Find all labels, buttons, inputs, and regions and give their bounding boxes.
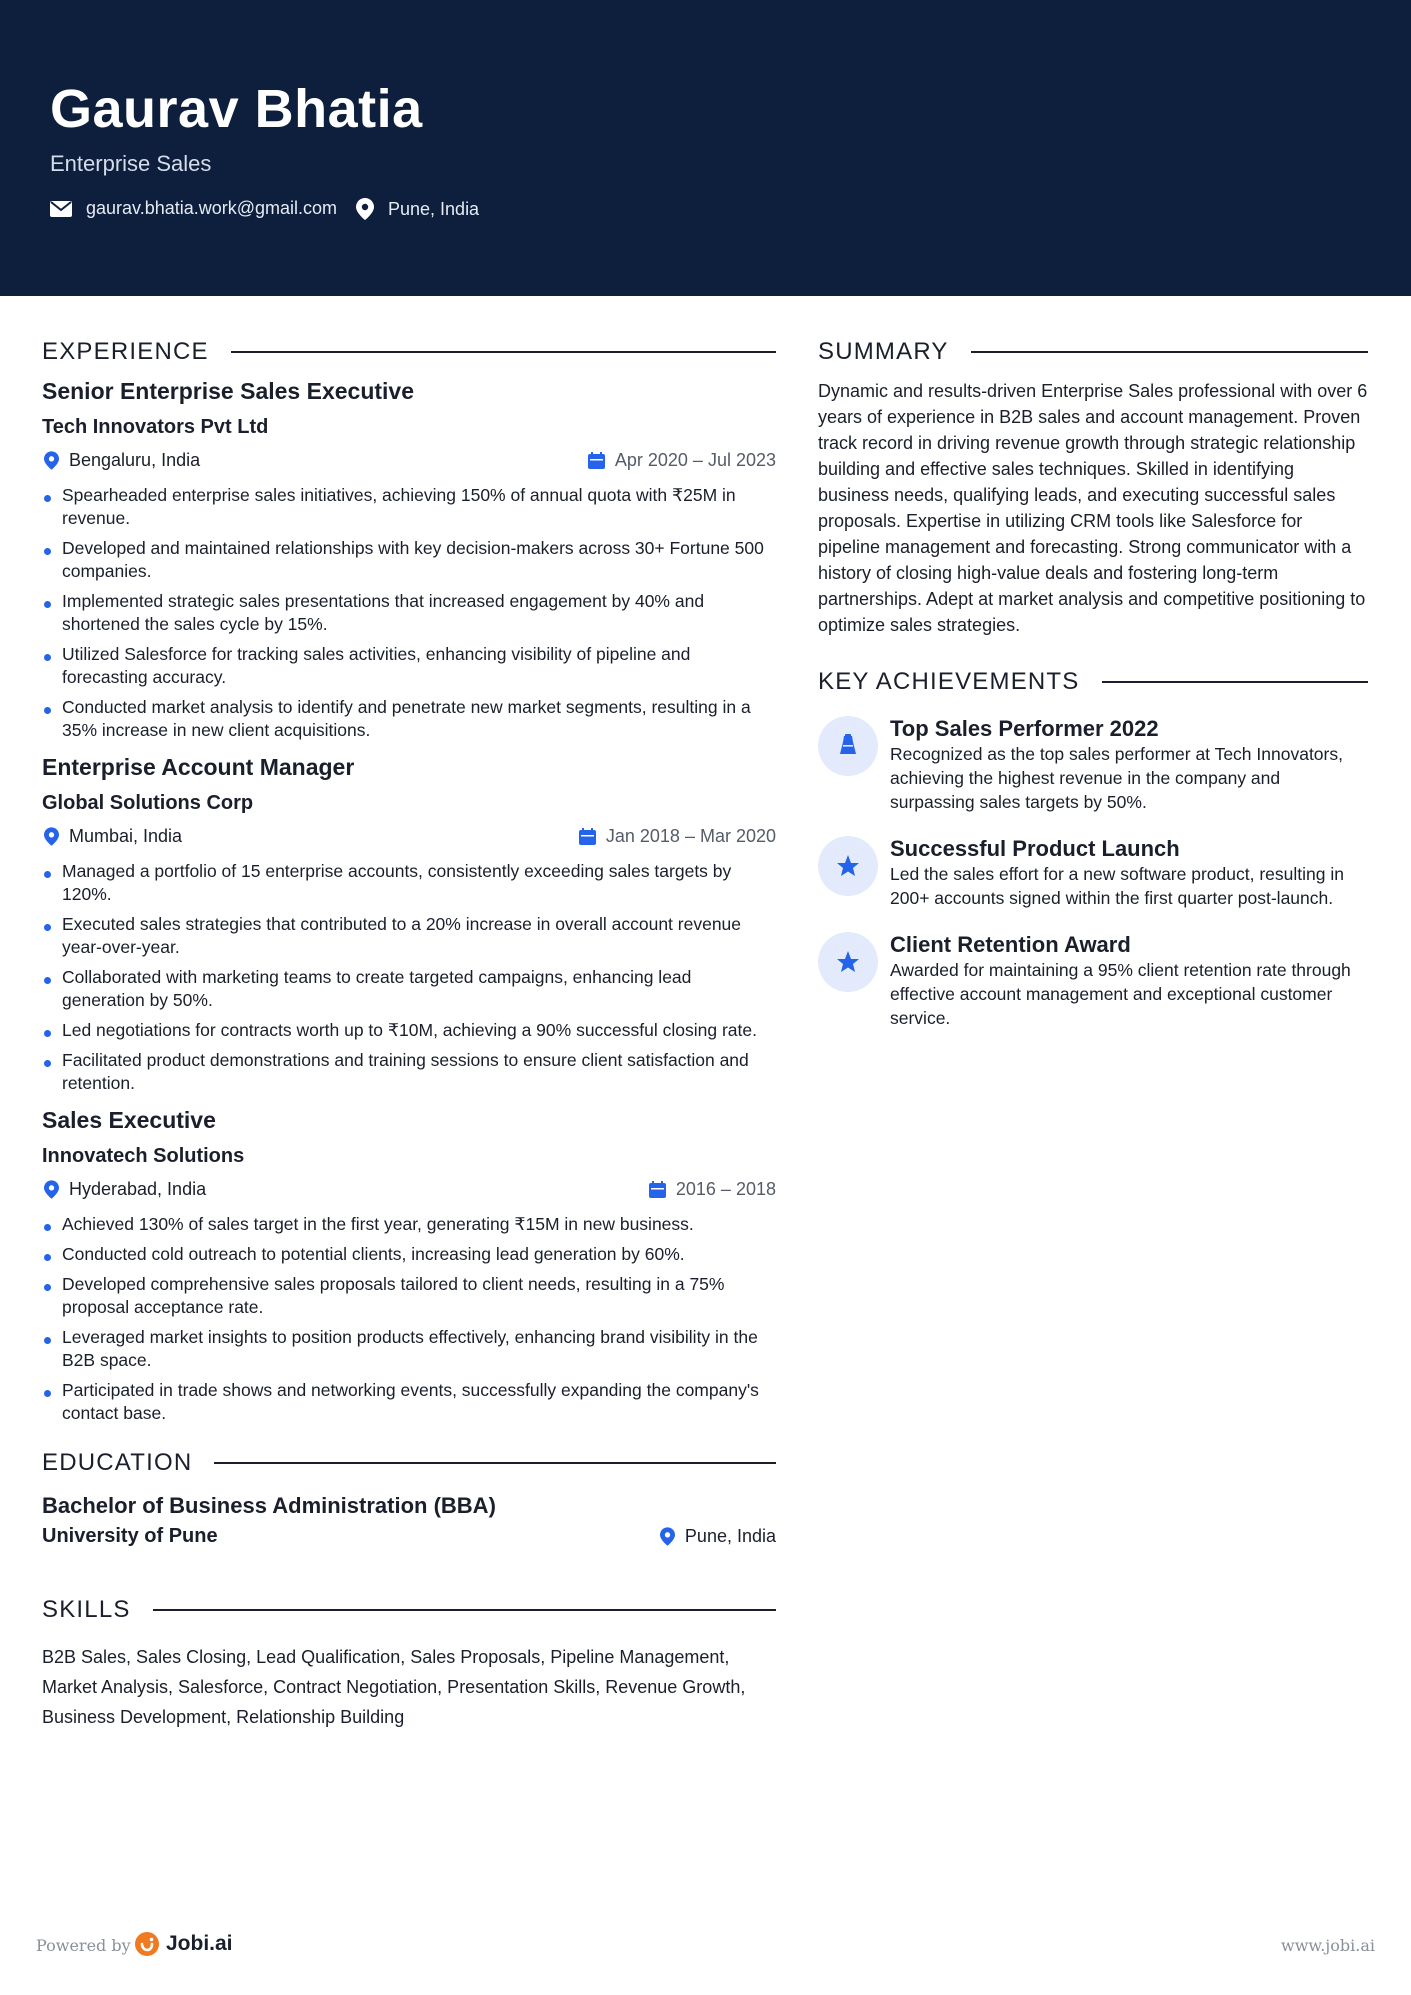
company-name: Tech Innovators Pvt Ltd — [42, 416, 269, 438]
achievement-desc: Awarded for maintaining a 95% client retention rate through effective account management and exceptional customer service. — [890, 960, 1351, 1028]
achievements-heading — [818, 666, 1368, 698]
experience-heading — [42, 336, 776, 368]
list-item: Leveraged market insights to position products effectively, enhancing brand visibility in the B2B space. — [42, 1326, 776, 1372]
email-text: gaurav.bhatia.work@gmail.com — [86, 198, 338, 218]
list-item: Executed sales strategies that contributed to a 20% increase in overall account revenue year-over-year. — [42, 913, 776, 959]
achievement-desc: Recognized as the top sales performer at Tech Innovators, achieving the highest revenue in the company and surpassing sales targets by 50%. — [890, 744, 1343, 812]
contact-email[interactable] — [50, 198, 337, 219]
map-pin-icon — [356, 198, 374, 220]
skills-heading — [42, 1594, 776, 1626]
school-location: Pune, India — [660, 1526, 776, 1547]
site-url[interactable]: www.jobi.ai — [1281, 1936, 1375, 1955]
location-text: Pune, India — [388, 198, 480, 219]
company-name: Global Solutions Corp — [42, 792, 254, 814]
list-item: Developed and maintained relationships with key decision-makers across 30+ Fortune 500 companies. — [42, 537, 776, 583]
powered-by-label: Powered by — [36, 1936, 131, 1955]
trophy-icon — [838, 734, 858, 758]
education-heading — [42, 1447, 776, 1479]
list-item: Facilitated product demonstrations and training sessions to ensure client satisfaction and retention. — [42, 1049, 776, 1095]
list-item: Conducted market analysis to identify and penetrate new market segments, resulting in a 35% increase in new client acquisitions. — [42, 696, 776, 742]
divider — [153, 1609, 776, 1611]
map-pin-icon — [44, 827, 59, 846]
list-item: Achieved 130% of sales target in the first year, generating ₹15M in new business. — [42, 1213, 776, 1236]
section-title: SKILLS — [42, 1596, 131, 1623]
divider — [1102, 681, 1369, 683]
summary-text: Dynamic and results-driven Enterprise Sales professional with over 6 years of experience in B2B sales and account management. Proven track record in driving revenue growth through strategic relationship building and effective sales techniques. Skilled in identifying business needs, qualifying leads, and executing successful sales proposals. Expertise in utilizing CRM tools like Salesforce for pipeline management and forecasting. Strong communicator with a history of closing high-value deals and fostering long-term partnerships. Adept at market analysis and competitive positioning to optimize sales strategies. — [818, 381, 1368, 635]
list-item: Participated in trade shows and networking events, successfully expanding the company's contact base. — [42, 1379, 776, 1425]
job-title: Sales Executive — [42, 1107, 216, 1133]
jobi-logo[interactable] — [134, 1931, 233, 1957]
job-bullets — [42, 484, 776, 742]
achievement-icon-badge — [818, 716, 878, 776]
jobi-logo-icon — [134, 1931, 160, 1957]
map-pin-icon — [44, 1180, 59, 1199]
experience-entry — [42, 754, 776, 1095]
job-dates: Jan 2018 – Mar 2020 — [579, 826, 776, 847]
resume-header — [0, 0, 1411, 296]
map-pin-icon — [44, 451, 59, 470]
achievement-title: Top Sales Performer 2022 — [890, 716, 1159, 741]
candidate-role: Enterprise Sales — [50, 151, 212, 176]
section-title: KEY ACHIEVEMENTS — [818, 668, 1080, 695]
achievement-icon-badge — [818, 836, 878, 896]
map-pin-icon — [660, 1527, 675, 1546]
list-item: Implemented strategic sales presentations that increased engagement by 40% and shortened the sales cycle by 15%. — [42, 590, 776, 636]
contact-location — [356, 198, 479, 220]
right-column — [818, 336, 1368, 1030]
summary-heading — [818, 336, 1368, 368]
star-icon — [836, 950, 860, 974]
job-title: Enterprise Account Manager — [42, 754, 355, 780]
list-item: Managed a portfolio of 15 enterprise accounts, consistently exceeding sales targets by 120%. — [42, 860, 776, 906]
job-location: Hyderabad, India — [42, 1179, 206, 1200]
calendar-icon — [649, 1181, 666, 1198]
company-name: Innovatech Solutions — [42, 1145, 245, 1167]
section-title: SUMMARY — [818, 338, 949, 365]
calendar-icon — [588, 452, 605, 469]
achievement-title: Successful Product Launch — [890, 836, 1180, 861]
section-title: EXPERIENCE — [42, 338, 209, 365]
divider — [214, 1462, 776, 1464]
degree-title: Bachelor of Business Administration (BBA) — [42, 1493, 496, 1518]
divider — [971, 351, 1368, 353]
candidate-name: Gaurav Bhatia — [50, 79, 423, 139]
job-bullets — [42, 1213, 776, 1425]
list-item: Utilized Salesforce for tracking sales activities, enhancing visibility of pipeline and forecasting accuracy. — [42, 643, 776, 689]
list-item: Conducted cold outreach to potential clients, increasing lead generation by 60%. — [42, 1243, 776, 1266]
achievement-title: Client Retention Award — [890, 932, 1131, 957]
job-location: Bengaluru, India — [42, 450, 200, 471]
experience-entry — [42, 1107, 776, 1425]
list-item: Collaborated with marketing teams to create targeted campaigns, enhancing lead generation by 50%. — [42, 966, 776, 1012]
job-title: Senior Enterprise Sales Executive — [42, 378, 415, 404]
footer — [0, 1928, 1411, 1968]
achievement-icon-badge — [818, 932, 878, 992]
skills-list: B2B Sales, Sales Closing, Lead Qualification, Sales Proposals, Pipeline Management, Market Analysis, Salesforce, Contract Negotiation, Presentation Skills, Revenue Growth, Business Development, Relationship Building — [42, 1647, 746, 1727]
achievement-item — [818, 836, 1368, 910]
experience-entry — [42, 378, 776, 742]
list-item: Led negotiations for contracts worth up to ₹10M, achieving a 90% successful closing rate. — [42, 1019, 776, 1042]
achievement-desc: Led the sales effort for a new software product, resulting in 200+ accounts signed within the first quarter post-launch. — [890, 864, 1344, 908]
job-dates: 2016 – 2018 — [649, 1179, 776, 1200]
star-icon — [836, 854, 860, 878]
list-item: Spearheaded enterprise sales initiatives, achieving 150% of annual quota with ₹25M in revenue. — [42, 484, 776, 530]
school-name: University of Pune — [42, 1525, 218, 1547]
left-column — [42, 336, 776, 1732]
envelope-icon — [50, 201, 72, 217]
calendar-icon — [579, 828, 596, 845]
divider — [231, 351, 776, 353]
section-title: EDUCATION — [42, 1449, 193, 1476]
achievement-item — [818, 716, 1368, 814]
list-item: Developed comprehensive sales proposals tailored to client needs, resulting in a 75% proposal acceptance rate. — [42, 1273, 776, 1319]
achievement-item — [818, 932, 1368, 1030]
brand-name: Jobi.ai — [166, 1932, 233, 1955]
job-dates: Apr 2020 – Jul 2023 — [588, 450, 776, 471]
job-location: Mumbai, India — [42, 826, 182, 847]
job-bullets — [42, 860, 776, 1095]
